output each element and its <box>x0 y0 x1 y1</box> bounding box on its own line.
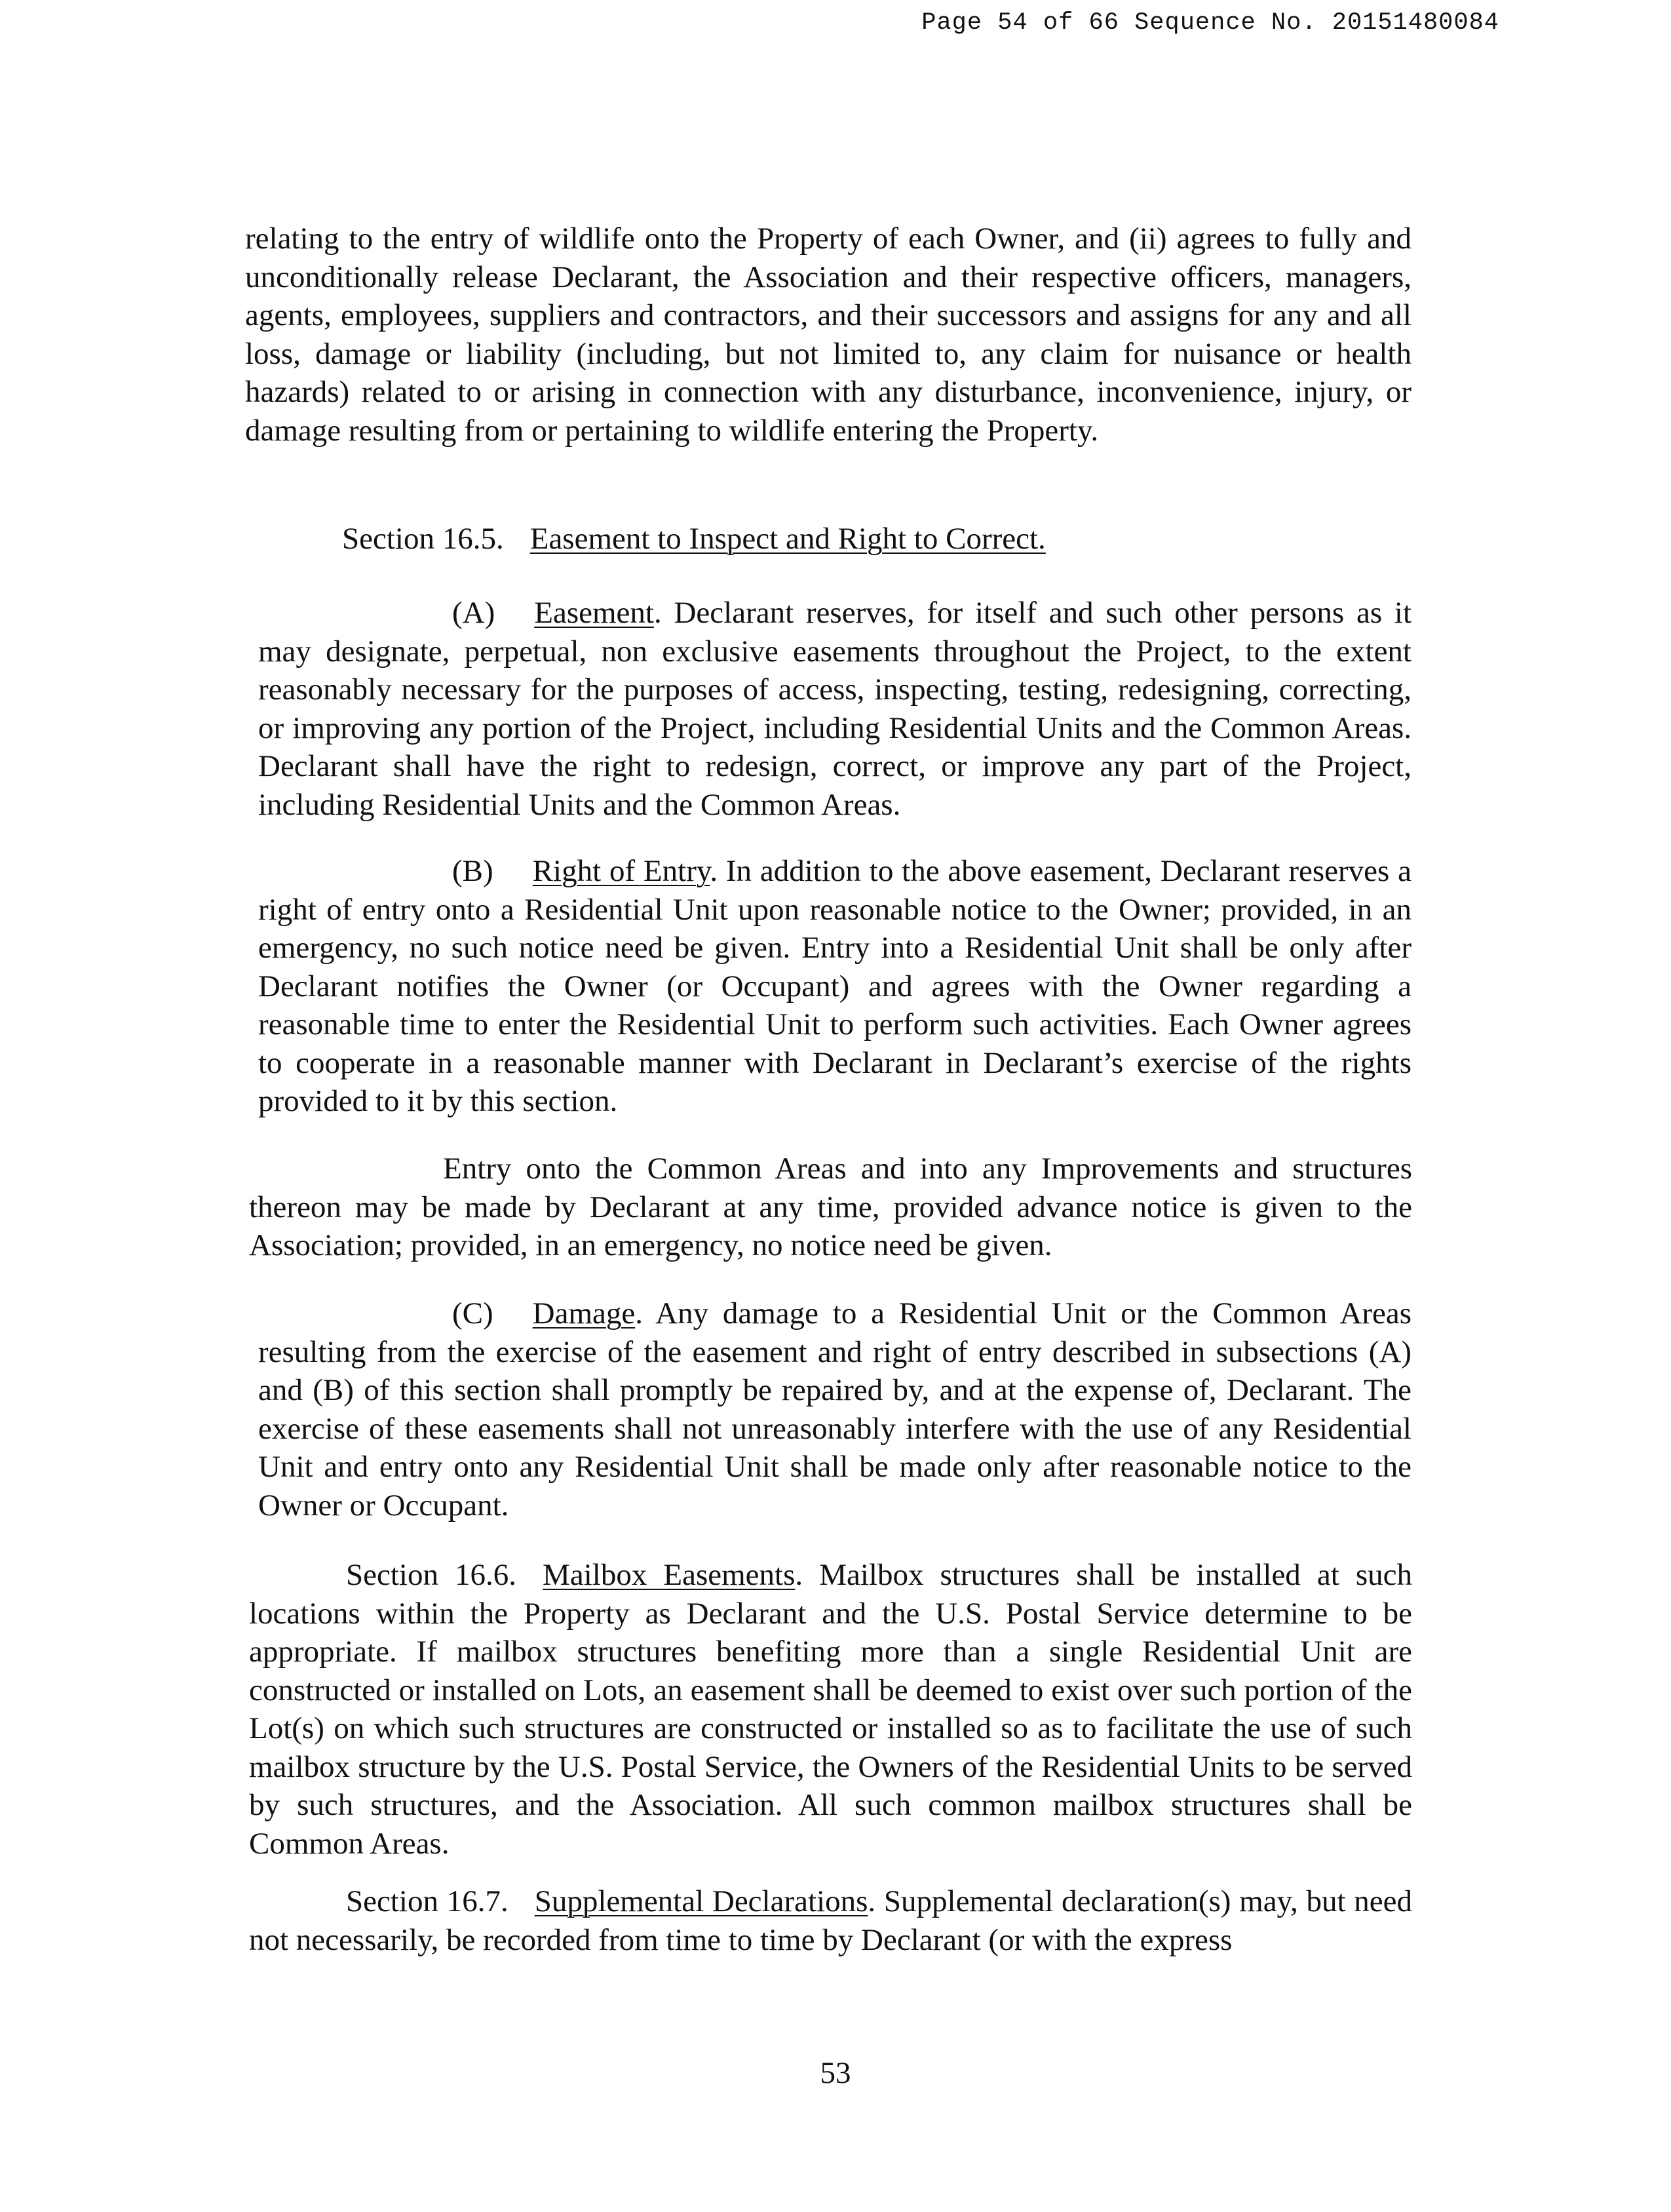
paragraph-wildlife-release <box>245 220 1412 450</box>
section-16-5-heading <box>245 520 1412 558</box>
subsection-heading: Damage <box>532 1296 636 1330</box>
paragraph-text: relating to the entry of wildlife onto the Property of each Owner, and (ii) agrees to fully and unconditionally release Declarant, the Association and their respective officers, managers, agents, employees, suppliers and contractors, and their successors and assigns for any and all loss, damage or liability (including, but not limited to, any claim for nuisance or health hazards) related to or arising in connection with any disturbance, inconvenience, injury, or damage resulting from or pertaining to wildlife entering the Property. <box>245 222 1412 448</box>
section-text: Mailbox structures shall be installed at such locations within the Property as Declarant and the U.S. Postal Service determine to be appropriate. If mailbox structures benefiting more than a single Residential Unit are constructed or installed on Lots, an easement shall be deemed to exist over such portion of the Lot(s) on which such structures are constructed or installed so as to facilitate the use of such mailbox structure by the U.S. Postal Service, the Owners of the Residential Units to be served by such structures, and the Association. All such common mailbox structures shall be Common Areas. <box>249 1558 1412 1861</box>
subsection-label: (C) <box>452 1296 493 1330</box>
section-number: Section 16.5. <box>342 522 504 556</box>
subsection-text: Declarant reserves, for itself and such other persons as it may designate, perpetual, non exclusive easements throughout the Project, to the extent reasonably necessary for the purposes of access, inspecting, testing, redesigning, correcting, or improving any portion of the Project, including Residential Units and the Common Areas. Declarant shall have the right to redesign, correct, or improve any part of the Project, including Residential Units and the Common Areas. <box>258 596 1412 822</box>
section-16-7-supplemental-declarations: Section 16.7. Supplemental Declarations. Supplemental declaration(s) may, but need not necessarily, be recorded from time to time by Declarant (or with the express <box>249 1884 1412 1957</box>
subsection-label: (B) <box>452 854 493 888</box>
subsection-c-damage: (C) Damage. Any damage to a Residential Unit or the Common Areas resulting from the exercise of the easement and right of entry described in subsections (A) and (B) of this section shall promptly be repaired by, and at the expense of, Declarant. The exercise of these easements shall not unreasonably interfere with the use of any Residential Unit and entry onto any Residential Unit shall be made only after reasonable notice to the Owner or Occupant. <box>258 1296 1412 1523</box>
subsection-b-right-of-entry: (B) Right of Entry. In addition to the above easement, Declarant reserves a right of entry onto a Residential Unit upon reasonable notice to the Owner; provided, in an emergency, no such notice need be given. Entry into a Residential Unit shall be only after Declarant notifies the Owner (or Occupant) and agrees with the Owner regarding a reasonable time to enter the Residential Unit to perform such activities. Each Owner agrees to cooperate in a reasonable manner with Declarant in Declarant’s exercise of the rights provided to it by this section. <box>258 854 1412 1118</box>
section-title: Mailbox Easements <box>543 1558 796 1592</box>
page-number: 53 <box>820 2056 851 2090</box>
subsection-a-easement: (A) Easement. Declarant reserves, for itself and such other persons as it may designate, perpetual, non exclusive easements throughout the Project, to the extent reasonably necessary for the purposes of access, inspecting, testing, redesigning, correcting, or improving any portion of the Project, including Residential Units and the Common Areas. Declarant shall have the right to redesign, correct, or improve any part of the Project, including Residential Units and the Common Areas. <box>258 596 1412 822</box>
subsection-heading: Right of Entry <box>532 854 710 888</box>
page-sequence-header: Page 54 of 66 Sequence No. 20151480084 <box>921 9 1499 37</box>
subsection-label: (A) <box>452 596 495 630</box>
section-number: Section 16.6. <box>346 1558 517 1592</box>
subsection-text: In addition to the above easement, Declarant reserves a right of entry onto a Residential Unit upon reasonable notice to the Owner; provided, in an emergency, no such notice need be given. Entry into a Residential Unit shall be only after Declarant notifies the Owner (or Occupant) and agrees with the Owner regarding a reasonable time to enter the Residential Unit to perform such activities. Each Owner agrees to cooperate in a reasonable manner with Declarant in Declarant’s exercise of the rights provided to it by this section. <box>258 854 1412 1118</box>
subsection-heading: Easement <box>534 596 654 630</box>
paragraph-text: Entry onto the Common Areas and into any Improvements and structures thereon may be made by Declarant at any time, provided advance notice is given to the Association; provided, in an emergency, no notice need be given. <box>249 1152 1412 1262</box>
section-16-6-mailbox-easements: Section 16.6. Mailbox Easements. Mailbox structures shall be installed at such locations within the Property as Declarant and the U.S. Postal Service determine to be appropriate. If mailbox structures benefiting more than a single Residential Unit are constructed or installed on Lots, an easement shall be deemed to exist over such portion of the Lot(s) on which such structures are constructed or installed so as to facilitate the use of such mailbox structure by the U.S. Postal Service, the Owners of the Residential Units to be served by such structures, and the Association. All such common mailbox structures shall be Common Areas. <box>249 1558 1412 1861</box>
paragraph-common-areas-entry <box>249 1150 1412 1265</box>
section-number: Section 16.7. <box>346 1884 509 1918</box>
subsection-text: Any damage to a Residential Unit or the Common Areas resulting from the exercise of the easement and right of entry described in subsections (A) and (B) of this section shall promptly be repaired by, and at the expense of, Declarant. The exercise of these easements shall not unreasonably interfere with the use of any Residential Unit and entry onto any Residential Unit shall be made only after reasonable notice to the Owner or Occupant. <box>258 1296 1412 1523</box>
section-title: Easement to Inspect and Right to Correct. <box>529 522 1046 556</box>
section-title: Supplemental Declarations <box>534 1884 868 1918</box>
section-text: Supplemental declaration(s) may, but need not necessarily, be recorded from time to time by Declarant (or with the express <box>249 1884 1412 1957</box>
